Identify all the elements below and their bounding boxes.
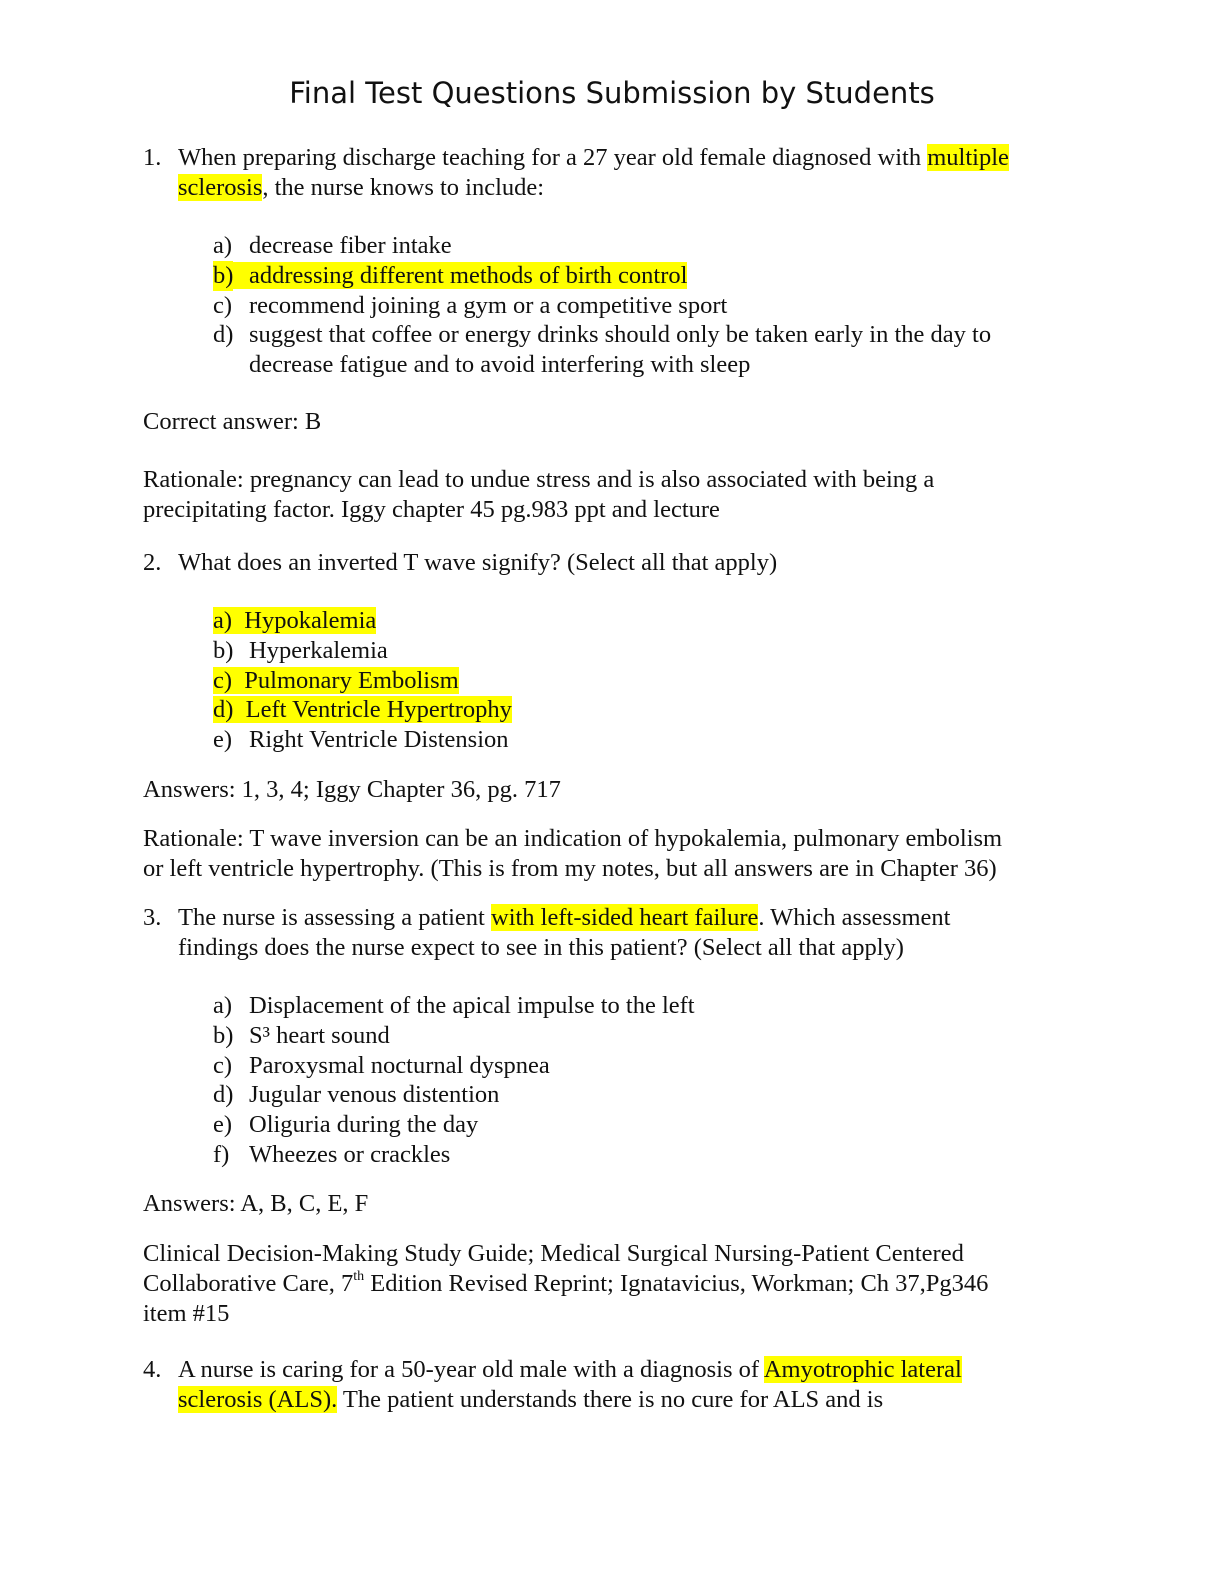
option-text-highlighted: Hypokalemia <box>244 607 377 634</box>
question-text <box>178 1355 1073 1415</box>
question-text <box>178 903 1073 963</box>
option-text-highlighted: addressing different methods of birth control <box>213 262 687 289</box>
option-text: Paroxysmal nocturnal dyspnea <box>249 1051 550 1079</box>
option-letter: f) <box>213 1140 230 1168</box>
option-c <box>213 291 1073 321</box>
option-letter: a) <box>213 232 233 259</box>
option-a <box>213 991 1073 1021</box>
option-letter: c) <box>213 666 233 694</box>
question-text-part: findings does the nurse expect to see in this patient? (Select all that apply) <box>178 933 904 961</box>
option-b <box>213 1021 1073 1051</box>
option-b <box>213 636 1073 666</box>
option-a <box>213 231 1073 261</box>
option-letter: e) <box>213 1111 233 1139</box>
reference-line: Edition Revised Reprint; Ignatavicius, Workman; Ch 37,Pg346 <box>364 1269 989 1297</box>
reference <box>143 1239 1083 1328</box>
option-f <box>213 1140 1073 1170</box>
highlighted-term: sclerosis (ALS). <box>178 1385 338 1413</box>
option-letter: a) <box>213 992 233 1019</box>
option-letter: c) <box>213 291 233 319</box>
answer-options-1 <box>213 231 1073 380</box>
question-number: 1. <box>143 144 162 171</box>
question-text-part: The patient understands there is no cure for ALS and is <box>337 1385 884 1413</box>
question-3 <box>143 903 1073 963</box>
option-d <box>213 1080 1073 1110</box>
option-text: Hyperkalemia <box>249 636 388 664</box>
option-text: Jugular venous distention <box>249 1081 500 1109</box>
highlighted-term: sclerosis <box>178 173 263 201</box>
option-text: Displacement of the apical impulse to the left <box>249 992 695 1019</box>
option-text: Wheezes or crackles <box>249 1140 451 1168</box>
rationale-line: Rationale: T wave inversion can be an indication of hypokalemia, pulmonary embolism <box>143 825 1003 852</box>
reference-line: item #15 <box>143 1299 230 1327</box>
question-4 <box>143 1355 1073 1415</box>
option-text: recommend joining a gym or a competitive sport <box>249 291 728 319</box>
option-text: Oliguria during the day <box>249 1111 479 1139</box>
reference-line: Collaborative Care, 7 <box>143 1269 354 1297</box>
option-letter: b) <box>213 261 234 289</box>
question-number: 4. <box>143 1356 162 1383</box>
option-text: Right Ventricle Distension <box>249 726 509 754</box>
reference-line: Clinical Decision-Making Study Guide; Medical Surgical Nursing-Patient Centered <box>143 1240 964 1267</box>
option-letter: d) <box>213 1081 234 1109</box>
option-letter: c) <box>213 1051 233 1079</box>
page-title: Final Test Questions Submission by Students <box>289 76 935 110</box>
option-text: suggest that coffee or energy drinks should only be taken early in the day to <box>249 321 992 349</box>
option-letter: a) <box>213 607 233 634</box>
option-e <box>213 1110 1073 1140</box>
answers: Answers: 1, 3, 4; Iggy Chapter 36, pg. 717 <box>143 776 561 803</box>
question-text-part: The nurse is assessing a patient <box>178 904 491 931</box>
option-d <box>213 695 1073 725</box>
answer-options-2 <box>213 606 1073 755</box>
option-letter: d) <box>213 321 234 349</box>
option-b <box>213 261 1073 291</box>
rationale-line: Rationale: pregnancy can lead to undue stress and is also associated with being a <box>143 466 935 493</box>
option-a <box>213 606 1073 636</box>
question-text <box>178 143 1073 203</box>
highlighted-term: Amyotrophic lateral <box>763 1356 962 1383</box>
option-letter: b) <box>213 1021 234 1049</box>
option-letter: b) <box>213 636 234 664</box>
question-1 <box>143 143 1073 203</box>
option-d <box>213 320 1073 380</box>
question-number: 2. <box>143 549 162 576</box>
correct-answer: Correct answer: B <box>143 408 322 435</box>
question-text: What does an inverted T wave signify? (Select all that apply) <box>178 549 778 576</box>
rationale-line: or left ventricle hypertrophy. (This is from my notes, but all answers are in Chapter 36) <box>143 854 997 882</box>
option-letter: d) <box>213 696 234 724</box>
rationale <box>143 465 1083 525</box>
option-c <box>213 1051 1073 1081</box>
superscript: th <box>353 1268 365 1284</box>
option-c <box>213 666 1073 696</box>
question-text-part: . Which assessment <box>758 904 951 931</box>
option-text-highlighted: Pulmonary Embolism <box>244 666 459 694</box>
rationale <box>143 824 1083 884</box>
option-e <box>213 725 1073 755</box>
question-2 <box>143 548 1073 578</box>
answer-options-3 <box>213 991 1073 1170</box>
question-number: 3. <box>143 904 162 931</box>
option-text: S³ heart sound <box>249 1021 390 1049</box>
option-text: decrease fiber intake <box>249 232 452 259</box>
question-text-part: A nurse is caring for a 50-year old male with a diagnosis of <box>178 1356 764 1383</box>
option-text-highlighted: Left Ventricle Hypertrophy <box>245 696 512 724</box>
option-text: decrease fatigue and to avoid interfering with sleep <box>249 351 751 379</box>
answers: Answers: A, B, C, E, F <box>143 1190 369 1217</box>
question-text-part: , the nurse knows to include: <box>262 173 545 201</box>
question-text-part: When preparing discharge teaching for a 27 year old female diagnosed with <box>178 144 928 171</box>
highlighted-term: multiple <box>927 144 1009 171</box>
highlighted-term: with left-sided heart failure <box>491 904 759 931</box>
option-letter: e) <box>213 726 233 754</box>
rationale-line: precipitating factor. Iggy chapter 45 pg.983 ppt and lecture <box>143 495 720 523</box>
